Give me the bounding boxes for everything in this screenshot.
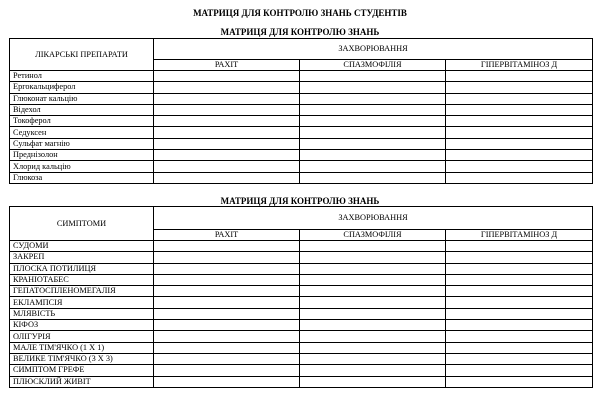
answer-cell[interactable] — [300, 82, 446, 93]
table2-title: МАТРИЦЯ ДЛЯ КОНТРОЛЮ ЗНАНЬ — [220, 196, 380, 206]
row-label: ОЛІГУРІЯ — [10, 331, 154, 342]
row-label: Глюкоза — [10, 172, 154, 183]
answer-cell[interactable] — [154, 150, 300, 161]
answer-cell[interactable] — [446, 138, 593, 149]
row-label: ВЕЛИКЕ ТІМ'ЯЧКО (3 Х 3) — [10, 353, 154, 364]
answer-cell[interactable] — [154, 331, 300, 342]
answer-cell[interactable] — [300, 138, 446, 149]
column-header: РАХІТ — [154, 60, 300, 71]
answer-cell[interactable] — [154, 365, 300, 376]
row-label: ПЛЮСКЛИЙ ЖИВІТ — [10, 376, 154, 387]
answer-cell[interactable] — [154, 104, 300, 115]
answer-cell[interactable] — [446, 353, 593, 364]
answer-cell[interactable] — [154, 82, 300, 93]
drugs-matrix-table — [9, 38, 593, 184]
answer-cell[interactable] — [154, 308, 300, 319]
answer-cell[interactable] — [154, 138, 300, 149]
answer-cell[interactable] — [300, 93, 446, 104]
answer-cell[interactable] — [300, 376, 446, 387]
column-header: СПАЗМОФІЛІЯ — [300, 230, 446, 241]
answer-cell[interactable] — [154, 161, 300, 172]
table-row — [10, 365, 593, 376]
answer-cell[interactable] — [300, 365, 446, 376]
table1-title: МАТРИЦЯ ДЛЯ КОНТРОЛЮ ЗНАНЬ — [220, 27, 380, 37]
table-row — [10, 286, 593, 297]
row-label: ЗАКРЕП — [10, 252, 154, 263]
page-title: МАТРИЦЯ ДЛЯ КОНТРОЛЮ ЗНАНЬ СТУДЕНТІВ — [193, 8, 407, 18]
table-row — [10, 93, 593, 104]
answer-cell[interactable] — [300, 263, 446, 274]
row-label: ГЕПАТОСПЛЕНОМЕГАЛІЯ — [10, 286, 154, 297]
row-label: Глюконат кальцію — [10, 93, 154, 104]
answer-cell[interactable] — [154, 127, 300, 138]
table-row — [10, 71, 593, 82]
answer-cell[interactable] — [446, 241, 593, 252]
row-label: Ретинол — [10, 71, 154, 82]
answer-cell[interactable] — [446, 297, 593, 308]
answer-cell[interactable] — [300, 172, 446, 183]
row-label: СИМПТОМ ГРЕФЕ — [10, 365, 154, 376]
answer-cell[interactable] — [446, 104, 593, 115]
answer-cell[interactable] — [446, 172, 593, 183]
row-label: Сульфат магнію — [10, 138, 154, 149]
answer-cell[interactable] — [154, 172, 300, 183]
answer-cell[interactable] — [446, 71, 593, 82]
row-label: МЛЯВІСТЬ — [10, 308, 154, 319]
row-label: ПЛОСКА ПОТИЛИЦЯ — [10, 263, 154, 274]
answer-cell[interactable] — [446, 365, 593, 376]
table-row — [10, 161, 593, 172]
row-header: ЛІКАРСЬКІ ПРЕПАРАТИ — [10, 39, 154, 71]
answer-cell[interactable] — [446, 286, 593, 297]
answer-cell[interactable] — [154, 241, 300, 252]
row-label: МАЛЕ ТІМ'ЯЧКО (1 Х 1) — [10, 342, 154, 353]
row-label: Ергокальциферол — [10, 82, 154, 93]
table-row — [10, 150, 593, 161]
answer-cell[interactable] — [154, 376, 300, 387]
answer-cell[interactable] — [446, 320, 593, 331]
answer-cell[interactable] — [300, 241, 446, 252]
answer-cell[interactable] — [446, 274, 593, 285]
answer-cell[interactable] — [154, 71, 300, 82]
answer-cell[interactable] — [154, 320, 300, 331]
row-label: КРАНІОТАБЕС — [10, 274, 154, 285]
column-header: СПАЗМОФІЛІЯ — [300, 60, 446, 71]
table-row — [10, 82, 593, 93]
table-row — [10, 331, 593, 342]
answer-cell[interactable] — [446, 263, 593, 274]
answer-cell[interactable] — [300, 104, 446, 115]
answer-cell[interactable] — [154, 286, 300, 297]
answer-cell[interactable] — [446, 376, 593, 387]
row-label: Преднізолон — [10, 150, 154, 161]
answer-cell[interactable] — [300, 320, 446, 331]
row-label: КІФОЗ — [10, 320, 154, 331]
answer-cell[interactable] — [446, 150, 593, 161]
answer-cell[interactable] — [154, 297, 300, 308]
answer-cell[interactable] — [300, 252, 446, 263]
answer-cell[interactable] — [300, 297, 446, 308]
answer-cell[interactable] — [300, 274, 446, 285]
answer-cell[interactable] — [154, 263, 300, 274]
table-row — [10, 172, 593, 183]
table-row — [10, 376, 593, 387]
column-header: ГІПЕРВІТАМІНОЗ Д — [446, 230, 593, 241]
group-header: ЗАХВОРЮВАННЯ — [154, 39, 593, 60]
table-row — [10, 252, 593, 263]
table-row — [10, 138, 593, 149]
group-header: ЗАХВОРЮВАННЯ — [154, 207, 593, 230]
answer-cell[interactable] — [154, 353, 300, 364]
table-row — [10, 263, 593, 274]
answer-cell[interactable] — [300, 342, 446, 353]
row-header: СИМПТОМИ — [10, 207, 154, 241]
answer-cell[interactable] — [154, 93, 300, 104]
answer-cell[interactable] — [446, 161, 593, 172]
answer-cell[interactable] — [300, 116, 446, 127]
answer-cell[interactable] — [300, 286, 446, 297]
column-header: ГІПЕРВІТАМІНОЗ Д — [446, 60, 593, 71]
answer-cell[interactable] — [446, 331, 593, 342]
answer-cell[interactable] — [300, 71, 446, 82]
answer-cell[interactable] — [446, 93, 593, 104]
row-label: Токоферол — [10, 116, 154, 127]
answer-cell[interactable] — [300, 127, 446, 138]
table-row — [10, 342, 593, 353]
answer-cell[interactable] — [300, 308, 446, 319]
table-row — [10, 308, 593, 319]
answer-cell[interactable] — [154, 252, 300, 263]
answer-cell[interactable] — [446, 342, 593, 353]
table-row — [10, 297, 593, 308]
row-label: Відехол — [10, 104, 154, 115]
table-row — [10, 241, 593, 252]
row-label: СУДОМИ — [10, 241, 154, 252]
table-row — [10, 127, 593, 138]
answer-cell[interactable] — [446, 116, 593, 127]
answer-cell[interactable] — [300, 331, 446, 342]
answer-cell[interactable] — [154, 274, 300, 285]
row-label: Хлорид кальцію — [10, 161, 154, 172]
table-row — [10, 320, 593, 331]
answer-cell[interactable] — [300, 161, 446, 172]
table-row — [10, 353, 593, 364]
table-row — [10, 274, 593, 285]
answer-cell[interactable] — [446, 252, 593, 263]
table-row — [10, 116, 593, 127]
row-label: ЕКЛАМПСІЯ — [10, 297, 154, 308]
table-row — [10, 104, 593, 115]
row-label: Седуксен — [10, 127, 154, 138]
answer-cell[interactable] — [300, 353, 446, 364]
symptoms-matrix-table — [9, 206, 593, 388]
answer-cell[interactable] — [154, 342, 300, 353]
column-header: РАХІТ — [154, 230, 300, 241]
answer-cell[interactable] — [446, 308, 593, 319]
answer-cell[interactable] — [446, 82, 593, 93]
answer-cell[interactable] — [300, 150, 446, 161]
answer-cell[interactable] — [446, 127, 593, 138]
answer-cell[interactable] — [154, 116, 300, 127]
